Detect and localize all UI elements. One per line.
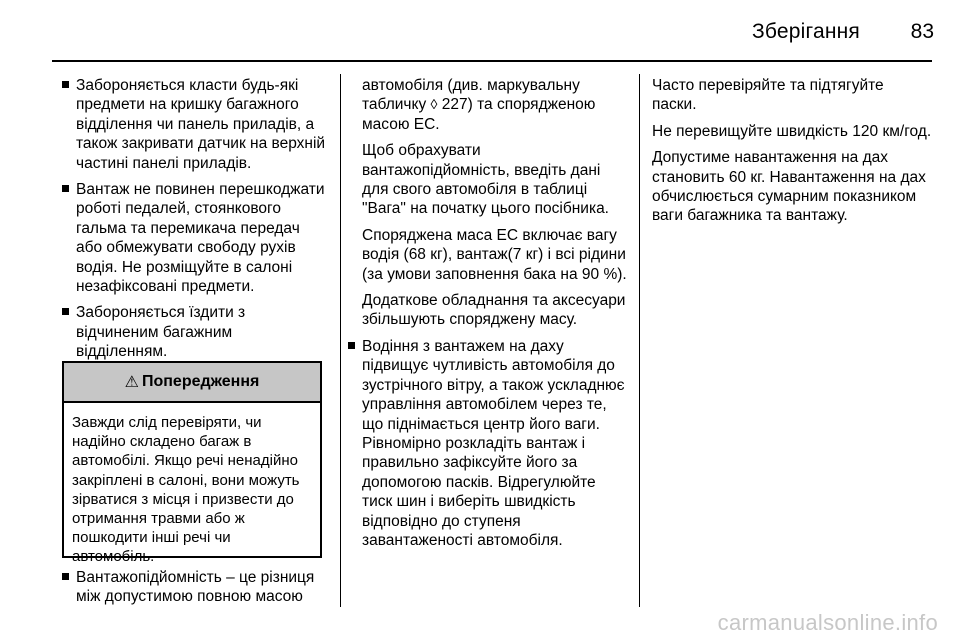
- paragraph: Допустиме навантаження на дах становить 60 кг. Навантаження на дах обчислюється сумарним показником ваги багажника та вантажу.: [652, 149, 926, 225]
- bullet-icon: [62, 185, 69, 192]
- warning-title: Попередження: [141, 373, 260, 390]
- list-item-text: Вантаж не повинен перешкоджати роботі педалей, стоянкового гальма та перемикача передач або обмежувати свободу рухів водія. Не розміщуйте в салоні незафіксовані предмети.: [76, 181, 325, 296]
- warning-triangle-icon: ⚠: [124, 374, 139, 391]
- warning-header: [64, 363, 320, 403]
- list-item: [62, 303, 326, 361]
- column-divider-2: [639, 74, 640, 607]
- page-reference-icon: ◊: [430, 96, 438, 113]
- list-item: [62, 180, 326, 296]
- paragraph: Не перевищуйте швидкість 120 км/год.: [652, 122, 932, 140]
- page-number: 83: [910, 20, 934, 43]
- bullet-icon: [62, 81, 69, 88]
- header-rule: [52, 60, 932, 62]
- paragraph-text: автомобіля (див. маркувальну табличку: [362, 77, 580, 114]
- column-2: [348, 76, 630, 557]
- bullet-icon: [62, 573, 69, 580]
- list-item: [62, 76, 326, 173]
- column-1: [62, 76, 326, 369]
- warning-box: [62, 361, 322, 566]
- list-item: [348, 337, 630, 550]
- bullet-icon: [62, 308, 69, 315]
- column-3: [652, 76, 932, 233]
- warning-body: Завжди слід перевіряти, чи надійно складено багаж в автомобілі. Якщо речі ненадійно закріплені в салоні, вони можуть зірватися з місця і призвести до отримання травми або ж пошкодити інші речі чи автомобіль.: [72, 414, 300, 566]
- list-item-text: Забороняється класти будь-які предмети на кришку багажного відділення чи панель приладів, а також закривати датчик на верхній частині панелі приладів.: [76, 77, 326, 172]
- list-item-text: Вантажопідйомність – це різниця між допустимою повною масою: [76, 569, 315, 606]
- paragraph: Споряджена маса ЕС включає вагу водія (68 кг), вантаж(7 кг) і всі рідини (за умови заповнення бака на 90 %).: [362, 226, 627, 283]
- list-item: [62, 568, 326, 607]
- page-header-title: Зберігання: [752, 20, 860, 43]
- bullet-icon: [348, 342, 355, 349]
- list-item-text: Водіння з вантажем на даху підвищує чутливість автомобіля до зустрічного вітру, а також ускладнює управління автомобілем через те, що піднімається центр його ваги. Рівномірно розкладіть вантаж і правильно зафіксуйте його за допомогою пасків. Відрегулюйте тиск шин і виберіть швидкість відповідно до ступеня завантаженості автомобіля.: [362, 337, 625, 549]
- paragraph-text: ) та спорядженою масою ЕС.: [362, 96, 596, 133]
- paragraph: [348, 76, 630, 134]
- list-item-text: Забороняється їздити з відчиненим багажним відділенням.: [76, 304, 246, 361]
- paragraph: Щоб обрахувати вантажопідйомність, введіть дані для свого автомобіля в таблиці "Вага" на початку цього посібника.: [362, 142, 609, 218]
- paragraph: Додаткове обладнання та аксесуари збільшують споряджену масу.: [362, 292, 626, 329]
- page-reference-link[interactable]: 227: [441, 96, 468, 114]
- column-divider-1: [340, 74, 341, 607]
- column-1-continued: [62, 568, 326, 614]
- watermark: carmanualsonline.info: [717, 610, 938, 635]
- paragraph: Часто перевіряйте та підтягуйте паски.: [652, 77, 884, 114]
